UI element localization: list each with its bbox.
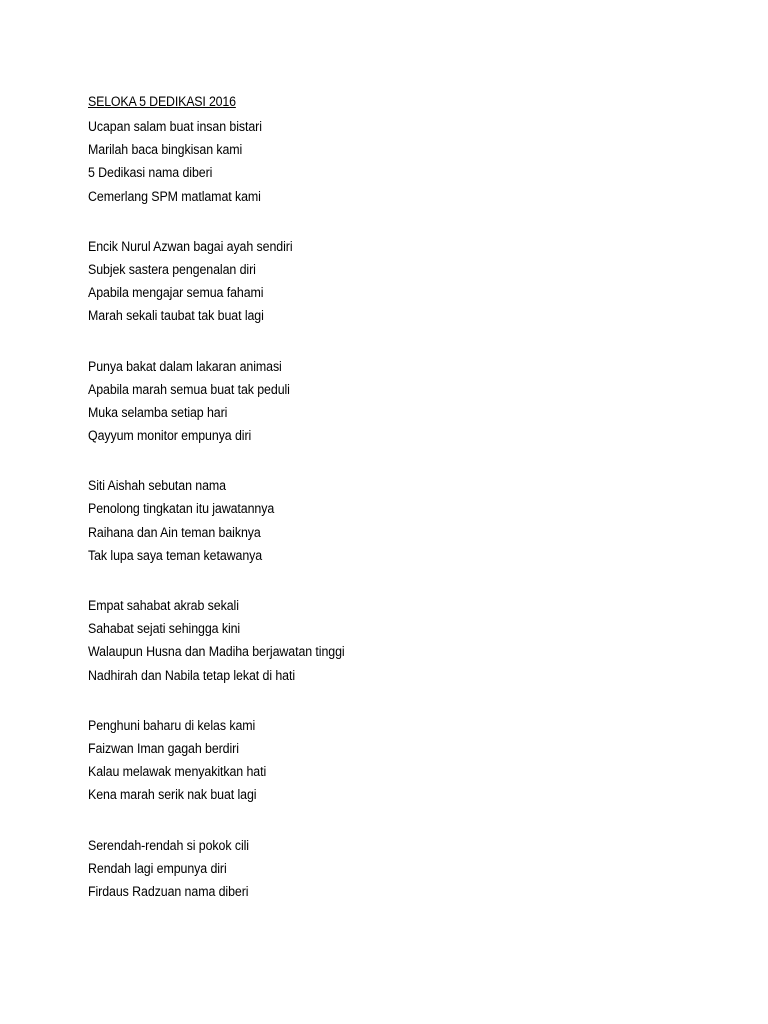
stanza-6 xyxy=(88,714,688,807)
poem-line: Faizwan Iman gagah berdiri xyxy=(88,740,239,756)
poem-line: Serendah-rendah si pokok cili xyxy=(88,837,249,853)
poem-line: Rendah lagi empunya diri xyxy=(88,860,227,876)
poem-title: SELOKA 5 DEDIKASI 2016 xyxy=(88,94,236,109)
poem-line: Subjek sastera pengenalan diri xyxy=(88,261,256,277)
poem-line: Kena marah serik nak buat lagi xyxy=(88,787,257,803)
poem-line: Siti Aishah sebutan nama xyxy=(88,478,226,494)
poem-line: Qayyum monitor empunya diri xyxy=(88,428,252,444)
poem-line: Kalau melawak menyakitkan hati xyxy=(88,764,267,780)
poem-line: Firdaus Radzuan nama diberi xyxy=(88,883,249,899)
poem-line: Sahabat sejati sehingga kini xyxy=(88,621,241,637)
poem-line: Cemerlang SPM matlamat kami xyxy=(88,188,261,204)
poem-line: Raihana dan Ain teman baiknya xyxy=(88,524,261,540)
poem-line: Encik Nurul Azwan bagai ayah sendiri xyxy=(88,238,293,254)
poem-line: 5 Dedikasi nama diberi xyxy=(88,165,213,181)
poem-line: Apabila mengajar semua fahami xyxy=(88,285,264,301)
stanza-3 xyxy=(88,355,688,448)
poem-line: Ucapan salam buat insan bistari xyxy=(88,119,262,134)
poem-line: Punya bakat dalam lakaran animasi xyxy=(88,358,282,374)
poem-line: Walaupun Husna dan Madiha berjawatan tinggi xyxy=(88,644,345,660)
stanza-2 xyxy=(88,235,688,328)
poem-line: Penolong tingkatan itu jawatannya xyxy=(88,501,275,517)
poem-line: Muka selamba setiap hari xyxy=(88,404,228,420)
poem-line: Marilah baca bingkisan kami xyxy=(88,142,243,158)
poem-line: Penghuni baharu di kelas kami xyxy=(88,717,256,733)
stanza-1 xyxy=(88,115,688,208)
poem-line: Nadhirah dan Nabila tetap lekat di hati xyxy=(88,667,296,683)
poem-line: Apabila marah semua buat tak peduli xyxy=(88,381,290,397)
stanza-7 xyxy=(88,834,688,904)
poem-line: Empat sahabat akrab sekali xyxy=(88,598,239,613)
stanza-5 xyxy=(88,594,688,687)
poem-line: Tak lupa saya teman ketawanya xyxy=(88,547,263,563)
poem-content xyxy=(88,92,688,930)
poem-line: Marah sekali taubat tak buat lagi xyxy=(88,308,264,324)
stanza-4 xyxy=(88,474,688,567)
